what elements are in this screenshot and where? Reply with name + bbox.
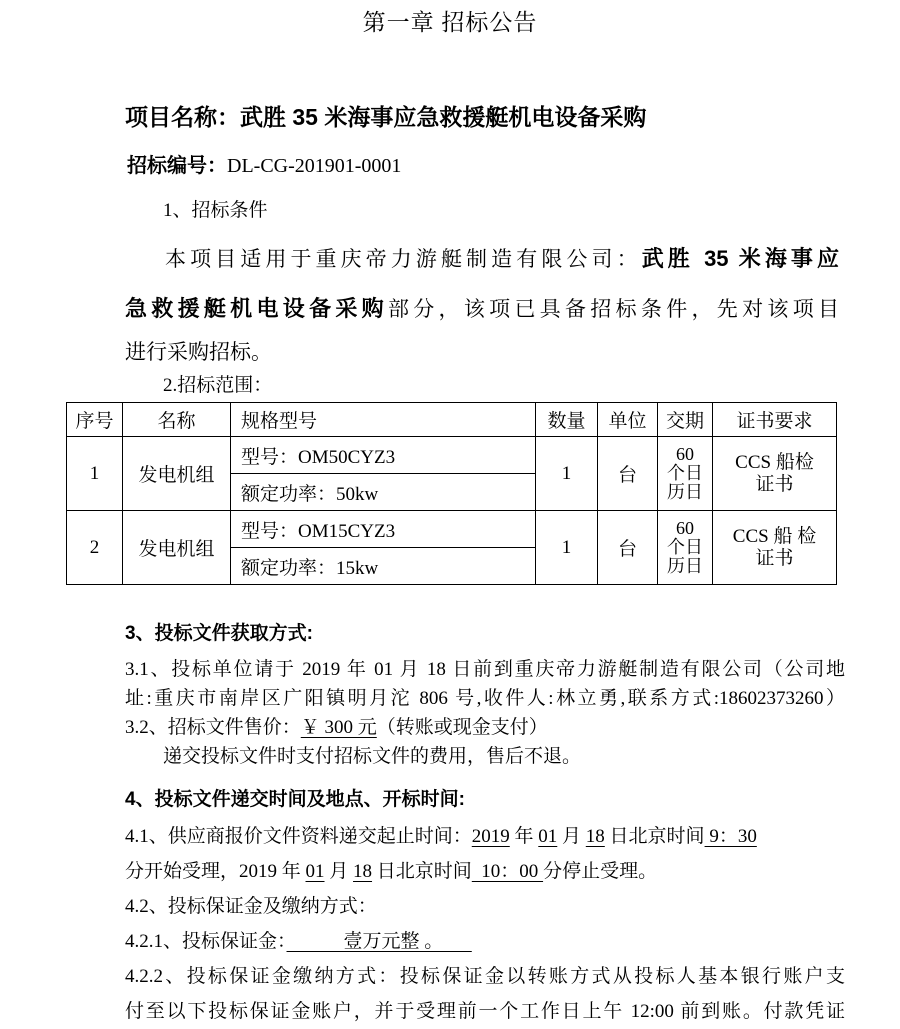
delivery-line: 60 <box>676 518 694 538</box>
text-segment: 分停止受理。 <box>543 861 658 882</box>
section-3-line-4: 递交投标文件时支付招标文件的费用，售后不退。 <box>163 746 582 767</box>
section-4-line-2 <box>125 854 845 889</box>
deadline-end-time: 10：00 <box>471 861 544 882</box>
price-label: 3.2、招标文件售价： <box>125 717 301 738</box>
intro-line-1 <box>125 234 839 284</box>
cell-spec-model: 型号：OM50CYZ3 <box>231 437 536 474</box>
cell-cert <box>713 437 837 511</box>
section-4-heading: 4、投标文件递交时间及地点、开标时间: <box>125 789 465 810</box>
section-4-line-4 <box>125 924 845 959</box>
cell-cert <box>713 511 837 585</box>
deadline-month: 01 <box>538 826 558 847</box>
project-name: 项目名称：武胜 35 米海事应急救援艇机电设备采购 <box>125 104 647 130</box>
delivery-line: 历日 <box>667 556 703 576</box>
intro-line-3: 进行采购招标。 <box>125 340 272 364</box>
section-3-line-3 <box>125 713 845 742</box>
cell-unit: 台 <box>598 437 658 511</box>
section-3-heading: 3、投标文件获取方式: <box>125 623 313 644</box>
price-note: （转账或现金支付） <box>376 717 548 738</box>
section-4-line-3: 4.2、投标保证金及缴纳方式： <box>125 896 377 917</box>
deadline-year: 2019 <box>471 826 510 847</box>
scope-table <box>66 402 837 585</box>
text-segment: 月 <box>324 861 354 882</box>
tender-number <box>127 152 900 180</box>
deadline-month-2: 01 <box>305 861 325 882</box>
cert-line: 证书 <box>755 547 794 569</box>
cell-spec-power: 额定功率：15kw <box>231 548 536 585</box>
deposit-amount: 壹万元整 。 <box>286 931 472 952</box>
cell-serial: 1 <box>67 437 123 511</box>
section-3-line-1: 3.1、投标单位请于 2019 年 01 月 18 日前到重庆帝力游艇制造有限公司（公司地 <box>125 659 845 680</box>
section-3-line-2: 址:重庆市南岸区广阳镇明月沱 806 号,收件人:林立勇,联系方式:18602373260） <box>125 688 845 709</box>
col-header-unit: 单位 <box>598 403 658 437</box>
delivery-line: 个日 <box>667 537 703 557</box>
cert-line: CCS 船检 <box>735 451 814 473</box>
col-header-spec: 规格型号 <box>231 403 536 437</box>
table-header-row <box>67 403 837 437</box>
table-row <box>67 437 837 474</box>
chapter-title: 第一章 招标公告 <box>362 10 538 35</box>
text-segment: 日北京时间 <box>372 861 472 882</box>
col-header-serial: 序号 <box>67 403 123 437</box>
table-row <box>67 511 837 548</box>
cell-serial: 2 <box>67 511 123 585</box>
delivery-line: 60 <box>676 444 694 464</box>
col-header-delivery: 交期 <box>658 403 713 437</box>
delivery-line: 历日 <box>667 482 703 502</box>
section-4-line-5: 4.2.2、投标保证金缴纳方式：投标保证金以转账方式从投标人基本银行账户支 <box>125 966 845 987</box>
intro-line-2-normal: 部分，该项已具备招标条件，先对该项目 <box>387 297 839 321</box>
deadline-start-time: 9：30 <box>704 826 757 847</box>
intro-paragraph <box>125 234 839 370</box>
cell-name: 发电机组 <box>123 511 231 585</box>
section-1-heading: 1、招标条件 <box>163 200 268 221</box>
text-segment: 年 <box>509 826 539 847</box>
cell-delivery <box>658 437 713 511</box>
intro-line-1-bold: 武胜 35 米海事应 <box>641 246 840 271</box>
delivery-line: 个日 <box>667 463 703 483</box>
intro-line-2 <box>125 284 839 334</box>
cell-qty: 1 <box>536 437 598 511</box>
cert-line: 证书 <box>755 473 794 495</box>
cell-spec-model: 型号：OM15CYZ3 <box>231 511 536 548</box>
text-segment: 月 <box>557 826 586 847</box>
tender-number-label: 招标编号： <box>127 155 227 177</box>
cell-delivery <box>658 511 713 585</box>
section-4-line-1 <box>125 819 845 854</box>
deadline-day: 18 <box>585 826 605 847</box>
deadline-day-2: 18 <box>353 861 373 882</box>
deadline-label: 4.1、供应商报价文件资料递交起止时间： <box>125 826 472 847</box>
tender-number-value: DL-CG-201901-0001 <box>227 155 402 177</box>
cell-spec-power: 额定功率：50kw <box>231 474 536 511</box>
col-header-qty: 数量 <box>536 403 598 437</box>
cell-name: 发电机组 <box>123 437 231 511</box>
col-header-cert: 证书要求 <box>713 403 837 437</box>
cell-qty: 1 <box>536 511 598 585</box>
cell-unit: 台 <box>598 511 658 585</box>
intro-line-1-normal: 本项目适用于重庆帝力游艇制造有限公司： <box>165 247 642 271</box>
price-value: ￥ 300 元 <box>300 717 377 738</box>
text-segment: 分开始受理，2019 年 <box>125 861 306 882</box>
deposit-label: 4.2.1、投标保证金： <box>125 931 287 952</box>
text-segment: 日北京时间 <box>604 826 705 847</box>
cert-line: CCS 船 检 <box>732 525 817 547</box>
section-4-line-6: 付至以下投标保证金账户，并于受理前一个工作日上午 12:00 前到账。付款凭证 <box>125 1001 845 1022</box>
col-header-name: 名称 <box>123 403 231 437</box>
intro-line-2-bold: 急救援艇机电设备采购 <box>125 296 388 321</box>
section-2-heading: 2.招标范围： <box>163 375 273 396</box>
